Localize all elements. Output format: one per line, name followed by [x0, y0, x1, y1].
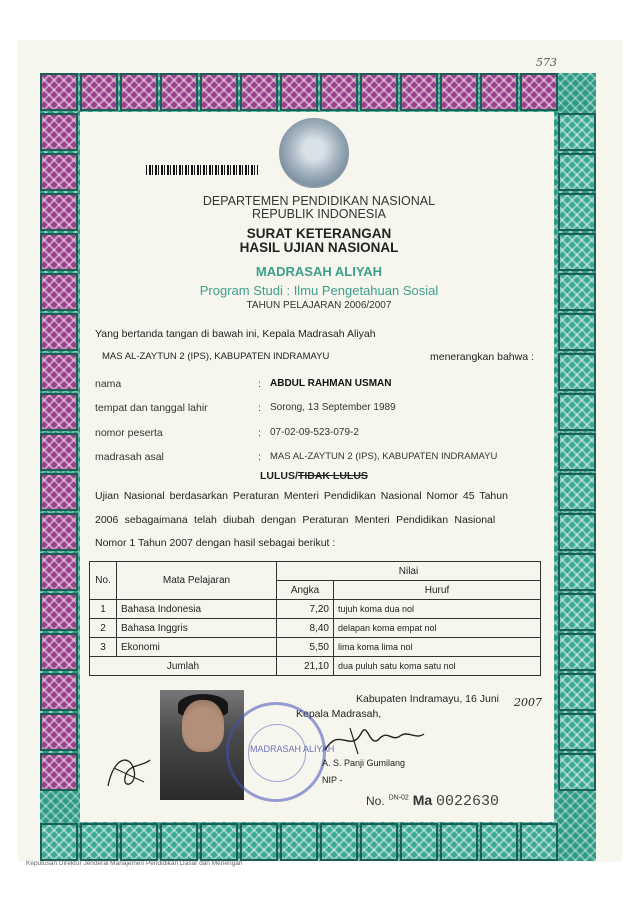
border-tile [558, 753, 596, 791]
border-tile [40, 353, 78, 391]
table-row [90, 619, 541, 638]
row-words: tujuh koma dua nol [334, 600, 541, 619]
border-tile [240, 73, 278, 111]
border-tile [40, 393, 78, 431]
serial-number [366, 792, 499, 810]
intro-school: MAS AL-ZAYTUN 2 (IPS), KABUPATEN INDRAMAYU [102, 351, 330, 362]
serial-digits: 0022630 [436, 793, 500, 810]
intro-statement: menerangkan bahwa : [430, 351, 534, 363]
border-tile [558, 673, 596, 711]
border-tile [558, 713, 596, 751]
doc-title-line1: SURAT KETERANGAN [246, 226, 392, 241]
academic-year: TAHUN PELAJARAN 2006/2007 [246, 300, 392, 311]
row-words: lima koma lima nol [334, 638, 541, 657]
total-words: dua puluh satu koma satu nol [334, 657, 541, 676]
row-no: 3 [90, 638, 117, 657]
col-subject-header: Mata Pelajaran [117, 562, 277, 600]
serial-series: Ma [412, 792, 433, 808]
border-tile [558, 313, 596, 351]
serial-no-label: No. [366, 794, 385, 808]
place-date: Kabupaten Indramayu, 16 Juni [356, 693, 500, 705]
footer-note: Keputusan Direktur Jenderal Manajemen Pendidikan Dasar dan Menengah [26, 860, 243, 867]
serial-code: DN-02 [388, 794, 409, 802]
status-pass: LULUS/ [260, 470, 298, 482]
total-number: 21,10 [277, 657, 334, 676]
border-tile [40, 113, 78, 151]
border-tile [558, 553, 596, 591]
colon: : [258, 378, 261, 390]
border-tile [558, 513, 596, 551]
photo-face [182, 700, 224, 752]
origin-school: MAS AL-ZAYTUN 2 (IPS), KABUPATEN INDRAMAYU [270, 451, 498, 462]
border-tile [120, 823, 158, 861]
border-tile [40, 73, 78, 111]
doc-title-line2: HASIL UJIAN NASIONAL [239, 240, 399, 255]
stamp-text: MADRASAH ALIYAH [250, 744, 335, 754]
border-tile [558, 113, 596, 151]
origin-label: madrasah asal [95, 451, 164, 463]
row-words: delapan koma empat nol [334, 619, 541, 638]
student-name: ABDUL RAHMAN USMAN [270, 378, 392, 389]
total-label: Jumlah [90, 657, 277, 676]
row-subject: Bahasa Inggris [117, 619, 277, 638]
col-words-header: Huruf [334, 581, 541, 600]
border-tile [40, 753, 78, 791]
border-tile [160, 823, 198, 861]
border-tile [558, 153, 596, 191]
birth-label: tempat dan tanggal lahir [95, 402, 208, 414]
table-row [90, 600, 541, 619]
signer-name: A. S. Panji Gumilang [322, 758, 406, 768]
border-tile [40, 433, 78, 471]
row-number: 7,20 [277, 600, 334, 619]
principal-signature-icon [320, 720, 430, 760]
border-tile [360, 823, 398, 861]
signer-nip: NIP - [322, 775, 343, 785]
col-no-header: No. [90, 562, 117, 600]
border-tile [40, 313, 78, 351]
border-tile [520, 823, 558, 861]
row-no: 2 [90, 619, 117, 638]
border-tile [480, 823, 518, 861]
border-tile [320, 823, 358, 861]
border-tile [120, 73, 158, 111]
border-tile [360, 73, 398, 111]
border-tile [200, 73, 238, 111]
birth-value: Sorong, 13 September 1989 [270, 402, 396, 413]
border-tile [40, 823, 78, 861]
colon: : [258, 402, 261, 414]
border-tile [40, 713, 78, 751]
border-tile [200, 823, 238, 861]
result-status [260, 470, 368, 482]
ministry-line2: REPUBLIK INDONESIA [251, 207, 387, 221]
garuda-seal-icon [279, 118, 349, 188]
border-tile [240, 823, 278, 861]
border-tile [400, 73, 438, 111]
status-fail-struck: TIDAK LULUS [297, 470, 368, 482]
row-subject: Ekonomi [117, 638, 277, 657]
border-tile [558, 633, 596, 671]
border-tile [80, 73, 118, 111]
row-number: 5,50 [277, 638, 334, 657]
paragraph-line3: Nomor 1 Tahun 2007 dengan hasil sebagai berikut : [95, 537, 336, 549]
border-tile [440, 73, 478, 111]
row-number: 8,40 [277, 619, 334, 638]
grades-table [89, 561, 541, 676]
border-tile [558, 393, 596, 431]
col-grade-header: Nilai [277, 562, 541, 581]
border-tile [40, 473, 78, 511]
border-tile [440, 823, 478, 861]
border-tile [40, 593, 78, 631]
border-tile [160, 73, 198, 111]
barcode [146, 165, 258, 175]
border-tile [280, 73, 318, 111]
year-handwritten: 2007 [514, 696, 542, 709]
row-no: 1 [90, 600, 117, 619]
ministry-line1: DEPARTEMEN PENDIDIKAN NASIONAL [202, 194, 436, 208]
table-row [90, 638, 541, 657]
border-tile [40, 153, 78, 191]
page-number: 573 [536, 56, 557, 69]
exam-number-label: nomor peserta [95, 427, 163, 439]
border-tile [558, 353, 596, 391]
row-subject: Bahasa Indonesia [117, 600, 277, 619]
col-number-header: Angka [277, 581, 334, 600]
border-tile [40, 633, 78, 671]
paragraph-line2: 2006 sebagaimana telah diubah dengan Peraturan Menteri Pendidikan Nasional [95, 514, 496, 526]
border-tile [320, 73, 358, 111]
signer-role: Kepala Madrasah, [296, 708, 382, 720]
colon: : [258, 427, 261, 439]
name-label: nama [95, 378, 122, 390]
border-tile [40, 673, 78, 711]
intro-line: Yang bertanda tangan di bawah ini, Kepala Madrasah Aliyah [95, 328, 376, 340]
border-tile [558, 473, 596, 511]
paragraph-line1: Ujian Nasional berdasarkan Peraturan Menteri Pendidikan Nasional Nomor 45 Tahun [95, 490, 508, 502]
student-signature-icon [100, 746, 160, 796]
border-tile [280, 823, 318, 861]
school-type: MADRASAH ALIYAH [255, 264, 383, 279]
program-of-study: Program Studi : Ilmu Pengetahuan Sosial [199, 283, 439, 298]
border-tile [40, 553, 78, 591]
border-tile [400, 823, 438, 861]
border-tile [520, 73, 558, 111]
border-tile [480, 73, 518, 111]
border-tile [40, 513, 78, 551]
border-tile [558, 593, 596, 631]
table-total-row [90, 657, 541, 676]
border-tile [558, 433, 596, 471]
border-tile [80, 823, 118, 861]
exam-number: 07-02-09-523-079-2 [270, 427, 359, 438]
colon: : [258, 451, 261, 463]
